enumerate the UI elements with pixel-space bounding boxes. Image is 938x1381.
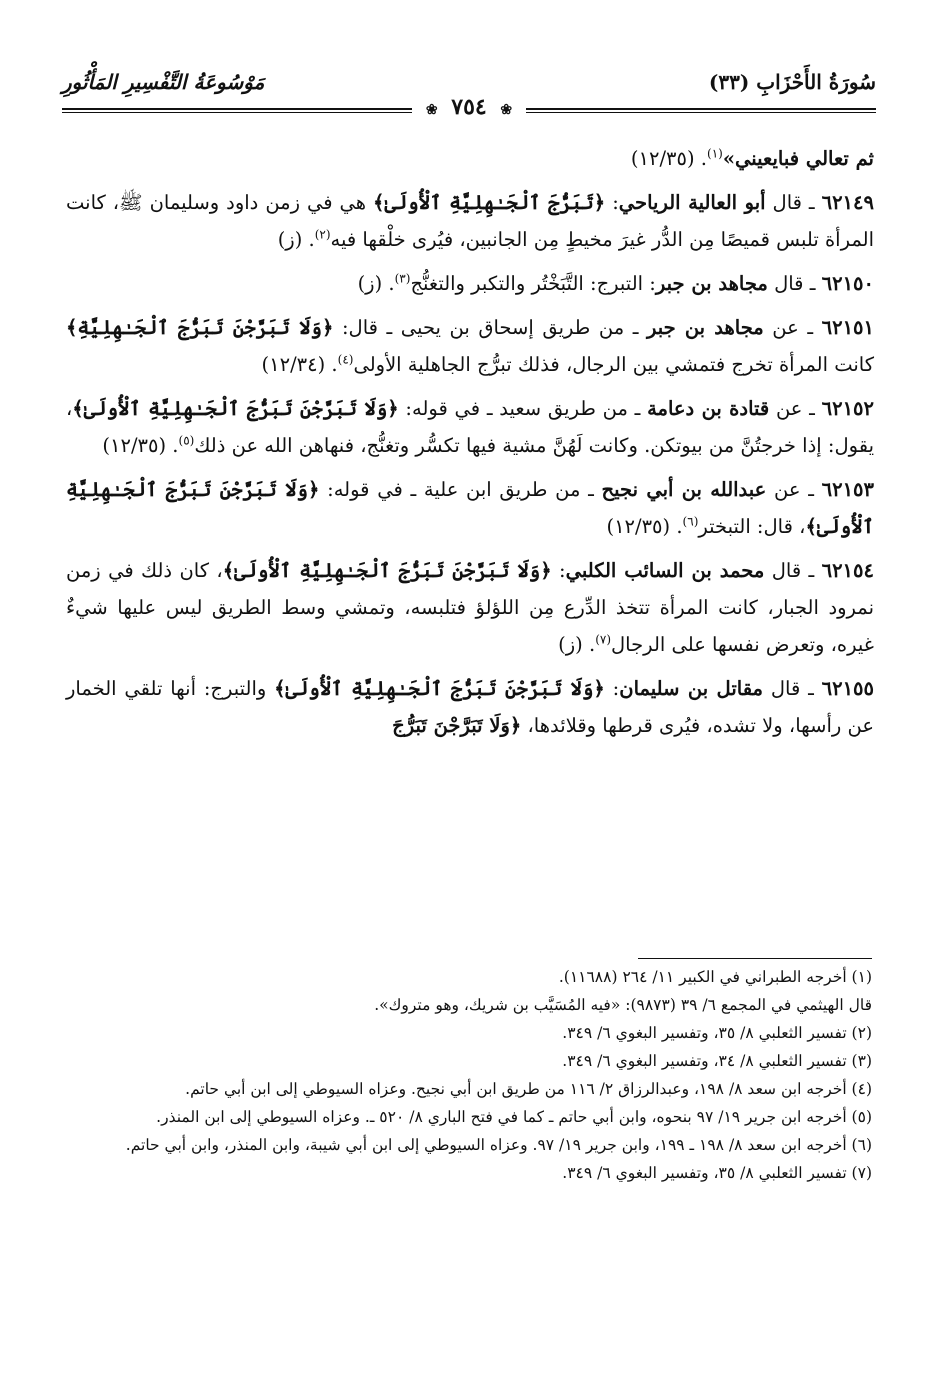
- narrator-name: مقاتل بن سليمان: [619, 677, 764, 700]
- quran-verse: ﴿وَلَا تَبَرَّجْنَ تَبَرُّجَ ٱلْجَـٰهِلِيَّةِ ٱلْأُولَىٰ﴾: [72, 397, 399, 420]
- narration-pre: ـ عن: [763, 316, 822, 339]
- narration-tail: . (١٢/٣٥): [606, 515, 683, 538]
- narration-tail: . (ز): [277, 228, 315, 251]
- narration-pre: ـ قال: [764, 559, 822, 582]
- narration-pre: ـ عن: [769, 397, 822, 420]
- narration-62151: [66, 309, 874, 383]
- book-title: مَوْسُوعَةُ التَّفْسِيرِ المَأْثُورِ: [62, 70, 265, 94]
- main-text: [66, 140, 874, 751]
- footnote-ref: (١): [707, 146, 723, 161]
- narration-number: ٦٢١٥١: [821, 316, 874, 339]
- narration-number: ٦٢١٥٣: [821, 478, 875, 501]
- footnote-3: (٣) تفسير الثعلبي ٨/ ٣٤، وتفسير البغوي ٦/ ٣٤٩.: [562, 1052, 872, 1070]
- narration-tail: . (ز): [558, 633, 596, 656]
- narration-pre: ـ قال: [767, 272, 822, 295]
- footnote-2: (٢) تفسير الثعلبي ٨/ ٣٥، وتفسير البغوي ٦/ ٣٤٩.: [562, 1024, 872, 1042]
- narration-mid: :: [551, 559, 566, 582]
- footnotes: [66, 963, 872, 1187]
- footnote-ref: (٦): [682, 514, 699, 529]
- narration-mid: ـ من طريق سعيد ـ في قوله:: [398, 397, 648, 420]
- quran-verse-continued: ﴿وَلَا تَبَرَّجْنَ تَبَرُّجَ: [392, 714, 522, 737]
- ornament-icon: ❀: [500, 102, 513, 118]
- footnote-1-note: قال الهيثمي في المجمع ٦/ ٣٩ (٩٨٧٣): «فيه المُسَيَّب بن شريك، وهو متروك».: [374, 996, 872, 1014]
- quran-verse: ﴿تَبَرُّجَ ٱلْجَـٰهِلِيَّةِ ٱلْأُولَىٰ﴾: [373, 191, 606, 214]
- footnote-ref: (٧): [595, 632, 612, 647]
- narration-tail: . (١٢/٣٥): [102, 434, 179, 457]
- quran-verse: ﴿وَلَا تَبَرَّجْنَ تَبَرُّجَ ٱلْجَـٰهِلِيَّةِ ٱلْأُولَىٰ﴾: [66, 478, 874, 538]
- narrator-name: قتادة بن دعامة: [647, 397, 770, 420]
- quran-verse: ﴿وَلَا تَبَرَّجْنَ تَبَرُّجَ ٱلْجَـٰهِلِيَّةِ ٱلْأُولَىٰ﴾: [274, 677, 605, 700]
- intro-tail: . (١٢/٣٥): [630, 147, 708, 170]
- narration-text: هي في زمن داود وسليمان ﷺ، كانت المرأة تلبس قميصًا مِن الدُّر غيرَ مخيطٍ مِن الجانبين، فيُرى خلْقها فيه: [66, 191, 874, 251]
- footnote-ref: (٥): [178, 433, 195, 448]
- narrator-name: محمد بن السائب الكلبي: [565, 559, 765, 582]
- narration-62150: [66, 265, 874, 302]
- footnote-separator: [638, 958, 872, 959]
- narration-mid: :: [604, 677, 620, 700]
- footnote-ref: (٤): [337, 352, 354, 367]
- footnote-ref: (٣): [394, 271, 411, 286]
- quran-verse: ﴿وَلَا تَبَرَّجْنَ تَبَرُّجَ ٱلْجَـٰهِلِيَّةِ﴾: [66, 316, 334, 339]
- narration-mid: :: [605, 191, 619, 214]
- narration-text: : التبرج: التَّبَخْتُر والتكبر والتغنُّج: [410, 272, 656, 295]
- narrator-name: أبو العالية الرياحي: [618, 191, 766, 214]
- narration-tail: . (ز): [357, 272, 395, 295]
- footnote-5: (٥) أخرجه ابن جرير ١٩/ ٩٧ بنحوه، وابن أبي حاتم ـ كما في فتح الباري ٨/ ٥٢٠ ـ. وعزاه السيوطي إلى ابن المنذر.: [156, 1108, 872, 1126]
- narration-62154: [66, 552, 874, 663]
- narration-number: ٦٢١٥٢: [821, 397, 874, 420]
- narration-text: ، يقول: إذا خرجتُنَّ من بيوتكن. وكانت لَهُنَّ مشية فيها تكسُّر وتغنُّج، فنهاهن الله عن ذلك: [66, 397, 874, 457]
- narration-text: والتبرج: أنها تلقي الخمار عن رأسها، ولا تشده، فيُرى قرطها وقلائدها،: [66, 677, 874, 737]
- narrator-name: مجاهد بن جبر: [646, 316, 764, 339]
- page-number-box: [412, 94, 526, 120]
- intro-text: ثم تعالي فبايعيني»: [722, 147, 874, 170]
- intro-paragraph: [66, 140, 874, 177]
- narration-number: ٦٢١٥٥: [821, 677, 875, 700]
- narration-mid: ـ من طريق ابن علية ـ في قوله:: [319, 478, 602, 501]
- narration-62152: [66, 390, 874, 464]
- narrator-name: عبدالله بن أبي نجيح: [601, 478, 767, 501]
- footnote-6: (٦) أخرجه ابن سعد ٨/ ١٩٨ ـ ١٩٩، وابن جرير ١٩/ ٩٧. وعزاه السيوطي إلى ابن أبي شيبة، وابن المنذر، وابن أبي حاتم.: [125, 1136, 872, 1154]
- page-number-wrap: [0, 94, 938, 120]
- footnote-1: (١) أخرجه الطبراني في الكبير ١١/ ٢٦٤ (١١٦٨٨).: [558, 968, 872, 986]
- quran-verse: ﴿وَلَا تَبَرَّجْنَ تَبَرُّجَ ٱلْجَـٰهِلِيَّةِ ٱلْأُولَىٰ﴾: [222, 559, 552, 582]
- narration-62153: [66, 471, 874, 545]
- narration-number: ٦٢١٥٤: [821, 559, 874, 582]
- footnote-ref: (٢): [314, 227, 331, 242]
- narration-text: ، كان ذلك في زمن نمرود الجبار، كانت المرأة تتخذ الدِّرع مِن اللؤلؤ فتلبسه، وتمشي وسط الطريق ليس عليها شيءٌ غيره، وتعرض نفسها على الرجال: [66, 559, 874, 656]
- narration-mid: ـ من طريق إسحاق بن يحيى ـ قال:: [333, 316, 647, 339]
- narration-number: ٦٢١٤٩: [821, 191, 874, 214]
- narration-pre: ـ قال: [763, 677, 822, 700]
- narration-text: ، قال: التبختر: [698, 515, 806, 538]
- page-number: ٧٥٤: [451, 94, 487, 120]
- narration-text: كانت المرأة تخرج فتمشي بين الرجال، فذلك تبرُّج الجاهلية الأولى: [353, 353, 874, 376]
- narration-62155: [66, 670, 874, 744]
- surah-title: سُورَةُ الأَحْزَابِ (٣٣): [708, 70, 876, 94]
- narration-62149: [66, 184, 874, 258]
- narrator-name: مجاهد بن جبر: [655, 272, 768, 295]
- narration-number: ٦٢١٥٠: [821, 272, 874, 295]
- narration-tail: . (١٢/٣٤): [261, 353, 338, 376]
- narration-pre: ـ قال: [765, 191, 822, 214]
- ornament-icon: ❀: [425, 102, 438, 118]
- footnote-4: (٤) أخرجه ابن سعد ٨/ ١٩٨، وعبدالرزاق ٢/ ١١٦ من طريق ابن أبي نجيح. وعزاه السيوطي إلى ابن أبي حاتم.: [185, 1080, 872, 1098]
- narration-pre: ـ عن: [766, 478, 822, 501]
- footnote-7: (٧) تفسير الثعلبي ٨/ ٣٥، وتفسير البغوي ٦/ ٣٤٩.: [562, 1164, 872, 1182]
